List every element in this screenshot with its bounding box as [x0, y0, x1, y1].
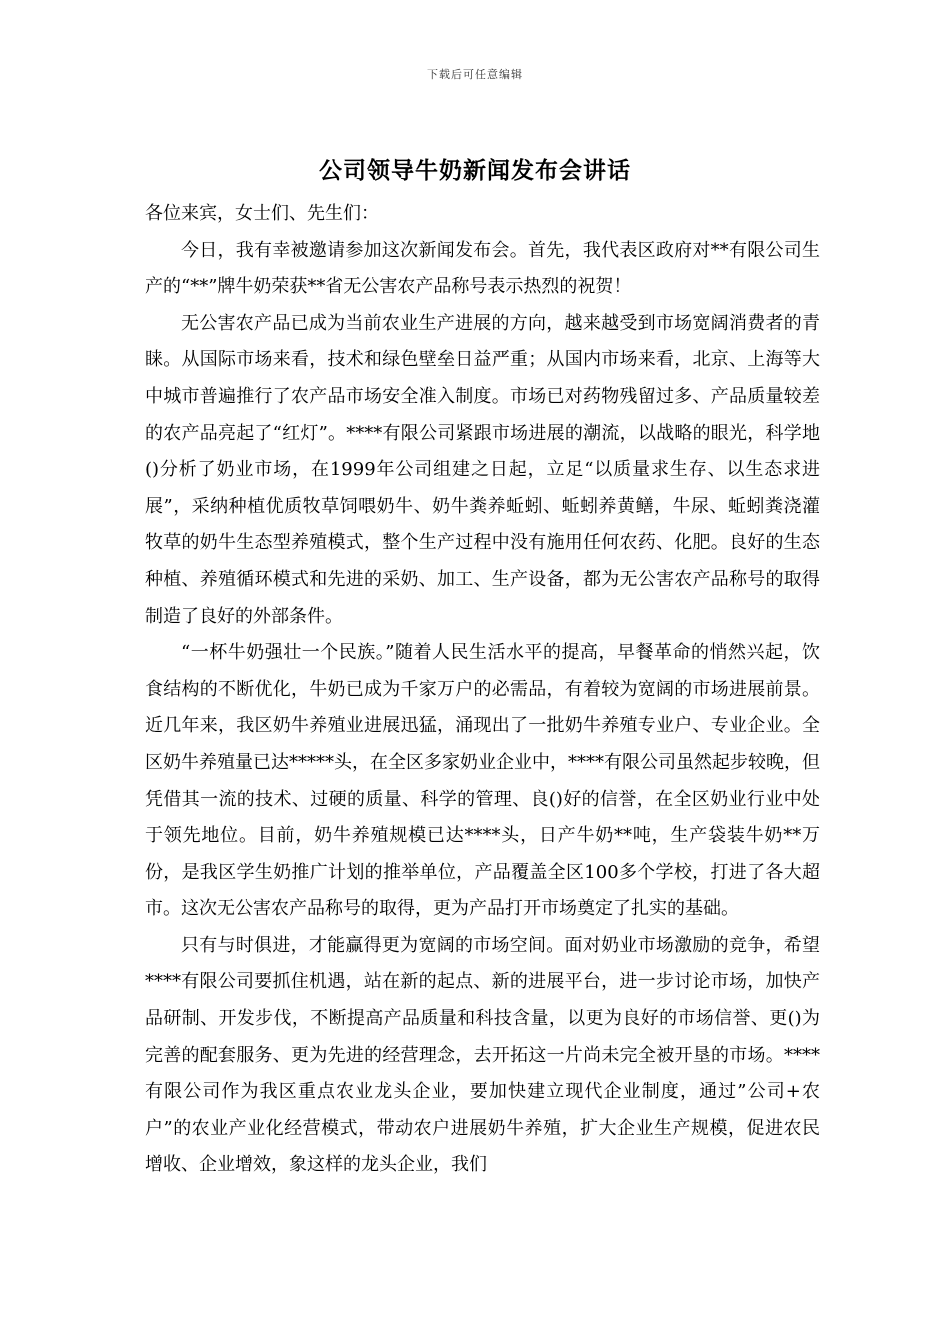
salutation: 各位来宾，女士们、先生们： — [145, 203, 379, 224]
paragraph-4: 只有与时俱进，才能赢得更为宽阔的市场空间。面对奶业市场激励的竞争，希望****有限公司要抓住机遇，站在新的起点、新的进展平台，进一步讨论市场，加快产品研制、开发步伐，不断提高产品质量和科技含量，以更为良好的市场信誉、更()为完善的配套服务、更为先进的经营理念，去开拓这一片尚未完全被开垦的市场。****有限公司作为我区重点农业龙头企业，要加快建立现代企业制度，通过”公司+农户”的农业产业化经营模式，带动农户进展奶牛养殖，扩大企业生产规模，促进农民增收、企业增效，象这样的龙头企业，我们 — [145, 934, 820, 1176]
header-note: 下载后可任意编辑 — [427, 68, 523, 81]
document-title: 公司领导牛奶新闻发布会讲话 — [319, 157, 631, 184]
document-body — [145, 196, 820, 1184]
paragraph-1: 今日，我有幸被邀请参加这次新闻发布会。首先，我代表区政府对**有限公司生产的“**”牌牛奶荣获**省无公害农产品称号表示热烈的祝贺！ — [145, 239, 820, 298]
paragraph-2: 无公害农产品已成为当前农业生产进展的方向，越来越受到市场宽阔消费者的青睐。从国际市场来看，技术和绿色壁垒日益严重；从国内市场来看，北京、上海等大中城市普遍推行了农产品市场安全准入制度。市场已对药物残留过多、产品质量较差的农产品亮起了“红灯”。****有限公司紧跟市场进展的潮流，以战略的眼光，科学地()分析了奶业市场，在1999年公司组建之日起，立足“以质量求生存、以生态求进展”，采纳种植优质牧草饲喂奶牛、奶牛粪养蚯蚓、蚯蚓养黄鳝，牛尿、蚯蚓粪浇灌牧草的奶牛生态型养殖模式，整个生产过程中没有施用任何农药、化肥。良好的生态种植、养殖循环模式和先进的采奶、加工、生产设备，都为无公害农产品称号的取得制造了良好的外部条件。 — [145, 312, 820, 627]
paragraph-3: “一杯牛奶强壮一个民族。”随着人民生活水平的提高，早餐革命的悄然兴起，饮食结构的不断优化，牛奶已成为千家万户的必需品，有着较为宽阔的市场进展前景。近几年来，我区奶牛养殖业进展迅猛，涌现出了一批奶牛养殖专业户、专业企业。全区奶牛养殖量已达*****头，在全区多家奶业企业中，****有限公司虽然起步较晚，但凭借其一流的技术、过硬的质量、科学的管理、良()好的信誉，在全区奶业行业中处于领先地位。目前，奶牛养殖规模已达****头，日产牛奶**吨，生产袋装牛奶**万份，是我区学生奶推广计划的推举单位，产品覆盖全区100多个学校，打进了各大超市。这次无公害农产品称号的取得，更为产品打开市场奠定了扎实的基础。 — [145, 642, 820, 920]
